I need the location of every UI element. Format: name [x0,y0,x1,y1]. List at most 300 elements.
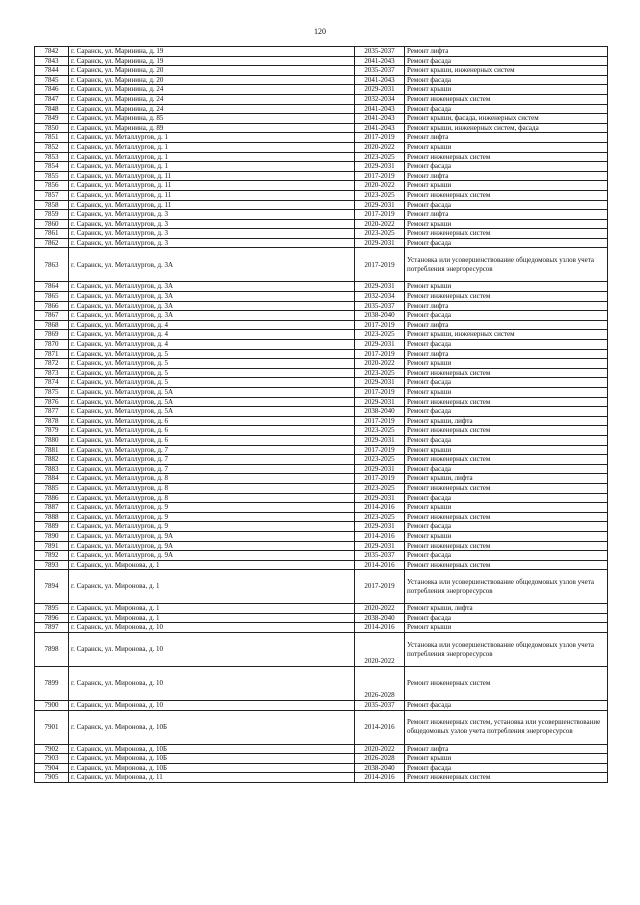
period-cell: 2017-2019 [355,171,405,181]
row-number: 7853 [35,152,69,162]
table-row [35,773,608,783]
work-type-cell: Ремонт фасада [405,493,608,503]
work-type-cell: Ремонт инженерных систем [405,229,608,239]
row-number: 7851 [35,133,69,143]
period-cell: 2029-2031 [355,340,405,350]
address-cell: г. Саранск, ул. Маринина, д. 24 [69,85,355,95]
period-cell: 2038-2040 [355,763,405,773]
row-number: 7844 [35,66,69,76]
period-cell: 2029-2031 [355,493,405,503]
table-row [35,123,608,133]
address-cell: г. Саранск, ул. Миронова, д. 10Б [69,710,355,744]
period-cell: 2014-2016 [355,503,405,513]
table-row [35,560,608,570]
address-cell: г. Саранск, ул. Металлургов, д. 11 [69,171,355,181]
address-cell: г. Саранск, ул. Металлургов, д. 3 [69,219,355,229]
row-number: 7855 [35,171,69,181]
address-cell: г. Саранск, ул. Металлургов, д. 8 [69,483,355,493]
row-number: 7901 [35,710,69,744]
table-row [35,455,608,465]
table-row [35,388,608,398]
address-cell: г. Саранск, ул. Металлургов, д. 3А [69,311,355,321]
work-type-cell: Ремонт фасада [405,162,608,172]
row-number: 7873 [35,368,69,378]
work-type-cell: Ремонт фасада [405,75,608,85]
period-cell: 2020-2022 [355,633,405,667]
period-cell: 2029-2031 [355,522,405,532]
table-row [35,407,608,417]
work-type-cell: Ремонт инженерных систем [405,483,608,493]
address-cell: г. Саранск, ул. Маринина, д. 19 [69,56,355,66]
table-row [35,340,608,350]
table-row [35,210,608,220]
row-number: 7885 [35,483,69,493]
period-cell: 2035-2037 [355,551,405,561]
period-cell: 2035-2037 [355,701,405,711]
row-number: 7886 [35,493,69,503]
period-cell: 2017-2019 [355,349,405,359]
period-cell: 2029-2031 [355,464,405,474]
period-cell: 2029-2031 [355,435,405,445]
page-number: 120 [314,27,326,36]
period-cell: 2041-2043 [355,123,405,133]
address-cell: г. Саранск, ул. Миронова, д. 1 [69,560,355,570]
period-cell: 2041-2043 [355,56,405,66]
address-cell: г. Саранск, ул. Миронова, д. 10 [69,667,355,701]
work-type-cell: Ремонт фасада [405,613,608,623]
period-cell: 2020-2022 [355,142,405,152]
period-cell: 2035-2037 [355,66,405,76]
row-number: 7903 [35,754,69,764]
table-row [35,754,608,764]
period-cell: 2017-2019 [355,416,405,426]
work-type-cell: Ремонт крыши, лифта [405,416,608,426]
address-cell: г. Саранск, ул. Маринина, д. 24 [69,94,355,104]
row-number: 7848 [35,104,69,114]
period-cell: 2017-2019 [355,570,405,604]
table-row [35,190,608,200]
work-type-cell: Ремонт инженерных систем [405,397,608,407]
row-number: 7883 [35,464,69,474]
work-type-cell: Ремонт фасада [405,104,608,114]
period-cell: 2023-2025 [355,330,405,340]
period-cell: 2014-2016 [355,560,405,570]
row-number: 7882 [35,455,69,465]
address-cell: г. Саранск, ул. Металлургов, д. 3 [69,210,355,220]
address-cell: г. Саранск, ул. Миронова, д. 10Б [69,754,355,764]
row-number: 7869 [35,330,69,340]
row-number: 7876 [35,397,69,407]
period-cell: 2026-2028 [355,754,405,764]
row-number: 7842 [35,47,69,57]
address-cell: г. Саранск, ул. Маринина, д. 19 [69,47,355,57]
work-type-cell: Ремонт фасада [405,701,608,711]
address-cell: г. Саранск, ул. Металлургов, д. 11 [69,200,355,210]
period-cell: 2038-2040 [355,311,405,321]
work-type-cell: Ремонт крыши [405,85,608,95]
address-cell: г. Саранск, ул. Металлургов, д. 6 [69,435,355,445]
work-type-cell: Ремонт крыши, лифта [405,474,608,484]
address-cell: г. Саранск, ул. Металлургов, д. 9 [69,503,355,513]
table-row [35,763,608,773]
address-cell: г. Саранск, ул. Миронова, д. 10 [69,623,355,633]
period-cell: 2014-2016 [355,531,405,541]
period-cell: 2038-2040 [355,407,405,417]
period-cell: 2023-2025 [355,512,405,522]
row-number: 7850 [35,123,69,133]
work-type-cell: Ремонт крыши, инженерных систем [405,330,608,340]
row-number: 7879 [35,426,69,436]
row-number: 7847 [35,94,69,104]
period-cell: 2038-2040 [355,613,405,623]
table-row [35,248,608,282]
address-cell: г. Саранск, ул. Металлургов, д. 8 [69,493,355,503]
work-type-cell: Ремонт крыши, лифта [405,604,608,614]
period-cell: 2029-2031 [355,238,405,248]
work-type-cell: Ремонт лифта [405,301,608,311]
row-number: 7849 [35,114,69,124]
work-type-cell: Ремонт крыши [405,388,608,398]
row-number: 7887 [35,503,69,513]
row-number: 7905 [35,773,69,783]
work-type-cell: Ремонт лифта [405,320,608,330]
row-number: 7892 [35,551,69,561]
table-row [35,56,608,66]
work-type-cell: Установка или усовершенствование общедомовых узлов учета потребления энергоресурсов [405,248,608,282]
work-type-cell: Ремонт инженерных систем [405,773,608,783]
row-number: 7897 [35,623,69,633]
row-number: 7899 [35,667,69,701]
period-cell: 2023-2025 [355,190,405,200]
address-cell: г. Саранск, ул. Маринина, д. 24 [69,104,355,114]
row-number: 7843 [35,56,69,66]
table-row [35,667,608,701]
work-type-cell: Ремонт лифта [405,210,608,220]
work-type-cell: Ремонт инженерных систем [405,667,608,701]
row-number: 7900 [35,701,69,711]
period-cell: 2020-2022 [355,604,405,614]
period-cell: 2029-2031 [355,85,405,95]
address-cell: г. Саранск, ул. Металлургов, д. 9 [69,512,355,522]
address-cell: г. Саранск, ул. Миронова, д. 10 [69,633,355,667]
table-row [35,162,608,172]
row-number: 7867 [35,311,69,321]
work-type-cell: Установка или усовершенствование общедомовых узлов учета потребления энергоресурсов [405,570,608,604]
address-cell: г. Саранск, ул. Маринина, д. 20 [69,66,355,76]
table-row [35,238,608,248]
period-cell: 2029-2031 [355,282,405,292]
address-cell: г. Саранск, ул. Металлургов, д. 3А [69,282,355,292]
table-row [35,493,608,503]
table-row [35,445,608,455]
work-type-cell: Ремонт крыши [405,531,608,541]
row-number: 7846 [35,85,69,95]
row-number: 7857 [35,190,69,200]
table-row [35,623,608,633]
row-number: 7888 [35,512,69,522]
work-type-cell: Ремонт крыши [405,219,608,229]
table-row [35,292,608,302]
table-row [35,464,608,474]
work-type-cell: Ремонт инженерных систем [405,152,608,162]
period-cell: 2023-2025 [355,368,405,378]
work-type-cell: Ремонт фасада [405,435,608,445]
period-cell: 2017-2019 [355,445,405,455]
table-row [35,435,608,445]
table-row [35,512,608,522]
table-row [35,200,608,210]
row-number: 7895 [35,604,69,614]
repair-schedule-table [34,46,608,783]
address-cell: г. Саранск, ул. Металлургов, д. 4 [69,330,355,340]
row-number: 7877 [35,407,69,417]
address-cell: г. Саранск, ул. Металлургов, д. 7 [69,464,355,474]
row-number: 7865 [35,292,69,302]
row-number: 7881 [35,445,69,455]
table-row [35,66,608,76]
address-cell: г. Саранск, ул. Металлургов, д. 6 [69,426,355,436]
work-type-cell: Ремонт фасада [405,56,608,66]
table-row [35,229,608,239]
period-cell: 2014-2016 [355,773,405,783]
work-type-cell: Ремонт фасада [405,340,608,350]
work-type-cell: Ремонт инженерных систем [405,368,608,378]
table-row [35,426,608,436]
work-type-cell: Ремонт крыши, инженерных систем, фасада [405,123,608,133]
work-type-cell: Ремонт крыши [405,181,608,191]
row-number: 7854 [35,162,69,172]
period-cell: 2041-2043 [355,75,405,85]
address-cell: г. Саранск, ул. Металлургов, д. 7 [69,455,355,465]
work-type-cell: Ремонт фасада [405,407,608,417]
row-number: 7875 [35,388,69,398]
table-row [35,604,608,614]
row-number: 7904 [35,763,69,773]
work-type-cell: Ремонт фасада [405,551,608,561]
address-cell: г. Саранск, ул. Металлургов, д. 11 [69,181,355,191]
period-cell: 2032-2034 [355,292,405,302]
period-cell: 2017-2019 [355,133,405,143]
period-cell: 2017-2019 [355,248,405,282]
row-number: 7884 [35,474,69,484]
address-cell: г. Саранск, ул. Металлургов, д. 5А [69,388,355,398]
table-row [35,311,608,321]
period-cell: 2017-2019 [355,388,405,398]
period-cell: 2029-2031 [355,378,405,388]
work-type-cell: Ремонт инженерных систем [405,292,608,302]
row-number: 7866 [35,301,69,311]
row-number: 7890 [35,531,69,541]
table-row [35,282,608,292]
row-number: 7878 [35,416,69,426]
address-cell: г. Саранск, ул. Металлургов, д. 3А [69,301,355,311]
work-type-cell: Ремонт фасада [405,378,608,388]
row-number: 7893 [35,560,69,570]
period-cell: 2017-2019 [355,210,405,220]
period-cell: 2023-2025 [355,455,405,465]
table-row [35,142,608,152]
row-number: 7860 [35,219,69,229]
table-body [35,47,608,783]
table-row [35,94,608,104]
address-cell: г. Саранск, ул. Металлургов, д. 3А [69,292,355,302]
address-cell: г. Саранск, ул. Маринина, д. 20 [69,75,355,85]
period-cell: 2020-2022 [355,359,405,369]
work-type-cell: Ремонт лифта [405,47,608,57]
address-cell: г. Саранск, ул. Металлургов, д. 5А [69,397,355,407]
period-cell: 2035-2037 [355,301,405,311]
table-row [35,710,608,744]
address-cell: г. Саранск, ул. Металлургов, д. 5А [69,407,355,417]
period-cell: 2041-2043 [355,114,405,124]
address-cell: г. Саранск, ул. Металлургов, д. 9А [69,551,355,561]
table-row [35,613,608,623]
table-row [35,551,608,561]
period-cell: 2017-2019 [355,474,405,484]
work-type-cell: Ремонт фасада [405,464,608,474]
table-row [35,301,608,311]
table-row [35,701,608,711]
work-type-cell: Ремонт крыши [405,445,608,455]
work-type-cell: Ремонт крыши, инженерных систем [405,66,608,76]
period-cell: 2020-2022 [355,744,405,754]
table-row [35,397,608,407]
period-cell: 2032-2034 [355,94,405,104]
period-cell: 2014-2016 [355,623,405,633]
address-cell: г. Саранск, ул. Металлургов, д. 9 [69,522,355,532]
work-type-cell: Ремонт инженерных систем [405,426,608,436]
period-cell: 2023-2025 [355,229,405,239]
address-cell: г. Саранск, ул. Металлургов, д. 6 [69,416,355,426]
period-cell: 2023-2025 [355,483,405,493]
period-cell: 2029-2031 [355,541,405,551]
table-row [35,85,608,95]
table-row [35,152,608,162]
table-row [35,503,608,513]
address-cell: г. Саранск, ул. Миронова, д. 1 [69,570,355,604]
row-number: 7861 [35,229,69,239]
row-number: 7894 [35,570,69,604]
row-number: 7902 [35,744,69,754]
row-number: 7872 [35,359,69,369]
work-type-cell: Ремонт лифта [405,744,608,754]
address-cell: г. Саранск, ул. Металлургов, д. 5 [69,368,355,378]
period-cell: 2023-2025 [355,152,405,162]
row-number: 7871 [35,349,69,359]
address-cell: г. Саранск, ул. Миронова, д. 10Б [69,763,355,773]
row-number: 7852 [35,142,69,152]
period-cell: 2029-2031 [355,162,405,172]
address-cell: г. Саранск, ул. Металлургов, д. 1 [69,152,355,162]
table-row [35,171,608,181]
period-cell: 2023-2025 [355,426,405,436]
address-cell: г. Саранск, ул. Металлургов, д. 5 [69,359,355,369]
table-row [35,349,608,359]
work-type-cell: Ремонт крыши [405,359,608,369]
address-cell: г. Саранск, ул. Металлургов, д. 7 [69,445,355,455]
address-cell: г. Саранск, ул. Металлургов, д. 11 [69,190,355,200]
table-row [35,330,608,340]
row-number: 7891 [35,541,69,551]
address-cell: г. Саранск, ул. Металлургов, д. 1 [69,133,355,143]
table-row [35,522,608,532]
table-row [35,531,608,541]
address-cell: г. Саранск, ул. Маринина, д. 89 [69,123,355,133]
work-type-cell: Ремонт инженерных систем [405,512,608,522]
table-row [35,378,608,388]
address-cell: г. Саранск, ул. Металлургов, д. 4 [69,320,355,330]
work-type-cell: Ремонт крыши [405,754,608,764]
address-cell: г. Саранск, ул. Металлургов, д. 1 [69,162,355,172]
work-type-cell: Ремонт фасада [405,763,608,773]
work-type-cell: Ремонт фасада [405,238,608,248]
address-cell: г. Саранск, ул. Миронова, д. 1 [69,613,355,623]
address-cell: г. Саранск, ул. Миронова, д. 11 [69,773,355,783]
period-cell: 2017-2019 [355,320,405,330]
work-type-cell: Ремонт инженерных систем [405,455,608,465]
period-cell: 2029-2031 [355,200,405,210]
work-type-cell: Ремонт лифта [405,349,608,359]
row-number: 7868 [35,320,69,330]
address-cell: г. Саранск, ул. Металлургов, д. 1 [69,142,355,152]
table-row [35,75,608,85]
address-cell: г. Саранск, ул. Металлургов, д. 5 [69,349,355,359]
row-number: 7858 [35,200,69,210]
work-type-cell: Ремонт фасада [405,311,608,321]
row-number: 7870 [35,340,69,350]
address-cell: г. Саранск, ул. Металлургов, д. 4 [69,340,355,350]
period-cell: 2029-2031 [355,397,405,407]
work-type-cell: Ремонт инженерных систем [405,190,608,200]
row-number: 7863 [35,248,69,282]
address-cell: г. Саранск, ул. Миронова, д. 10 [69,701,355,711]
row-number: 7889 [35,522,69,532]
table-row [35,219,608,229]
table-row [35,104,608,114]
address-cell: г. Саранск, ул. Металлургов, д. 9А [69,541,355,551]
address-cell: г. Саранск, ул. Металлургов, д. 5 [69,378,355,388]
table-row [35,181,608,191]
row-number: 7896 [35,613,69,623]
work-type-cell: Ремонт лифта [405,133,608,143]
table-row [35,368,608,378]
work-type-cell: Ремонт инженерных систем [405,94,608,104]
work-type-cell: Ремонт инженерных систем [405,541,608,551]
row-number: 7856 [35,181,69,191]
address-cell: г. Саранск, ул. Металлургов, д. 9А [69,531,355,541]
table-row [35,47,608,57]
table-row [35,633,608,667]
period-cell: 2020-2022 [355,219,405,229]
row-number: 7845 [35,75,69,85]
work-type-cell: Ремонт крыши [405,282,608,292]
table-row [35,320,608,330]
table-row [35,474,608,484]
work-type-cell: Ремонт лифта [405,171,608,181]
work-type-cell: Ремонт крыши [405,503,608,513]
address-cell: г. Саранск, ул. Металлургов, д. 3А [69,248,355,282]
table-row [35,570,608,604]
row-number: 7898 [35,633,69,667]
address-cell: г. Саранск, ул. Маринина, д. 85 [69,114,355,124]
address-cell: г. Саранск, ул. Металлургов, д. 8 [69,474,355,484]
table-row [35,114,608,124]
work-type-cell: Ремонт крыши, фасада, инженерных систем [405,114,608,124]
table-row [35,359,608,369]
period-cell: 2041-2043 [355,104,405,114]
row-number: 7864 [35,282,69,292]
work-type-cell: Установка или усовершенствование общедомовых узлов учета потребления энергоресурсов [405,633,608,667]
